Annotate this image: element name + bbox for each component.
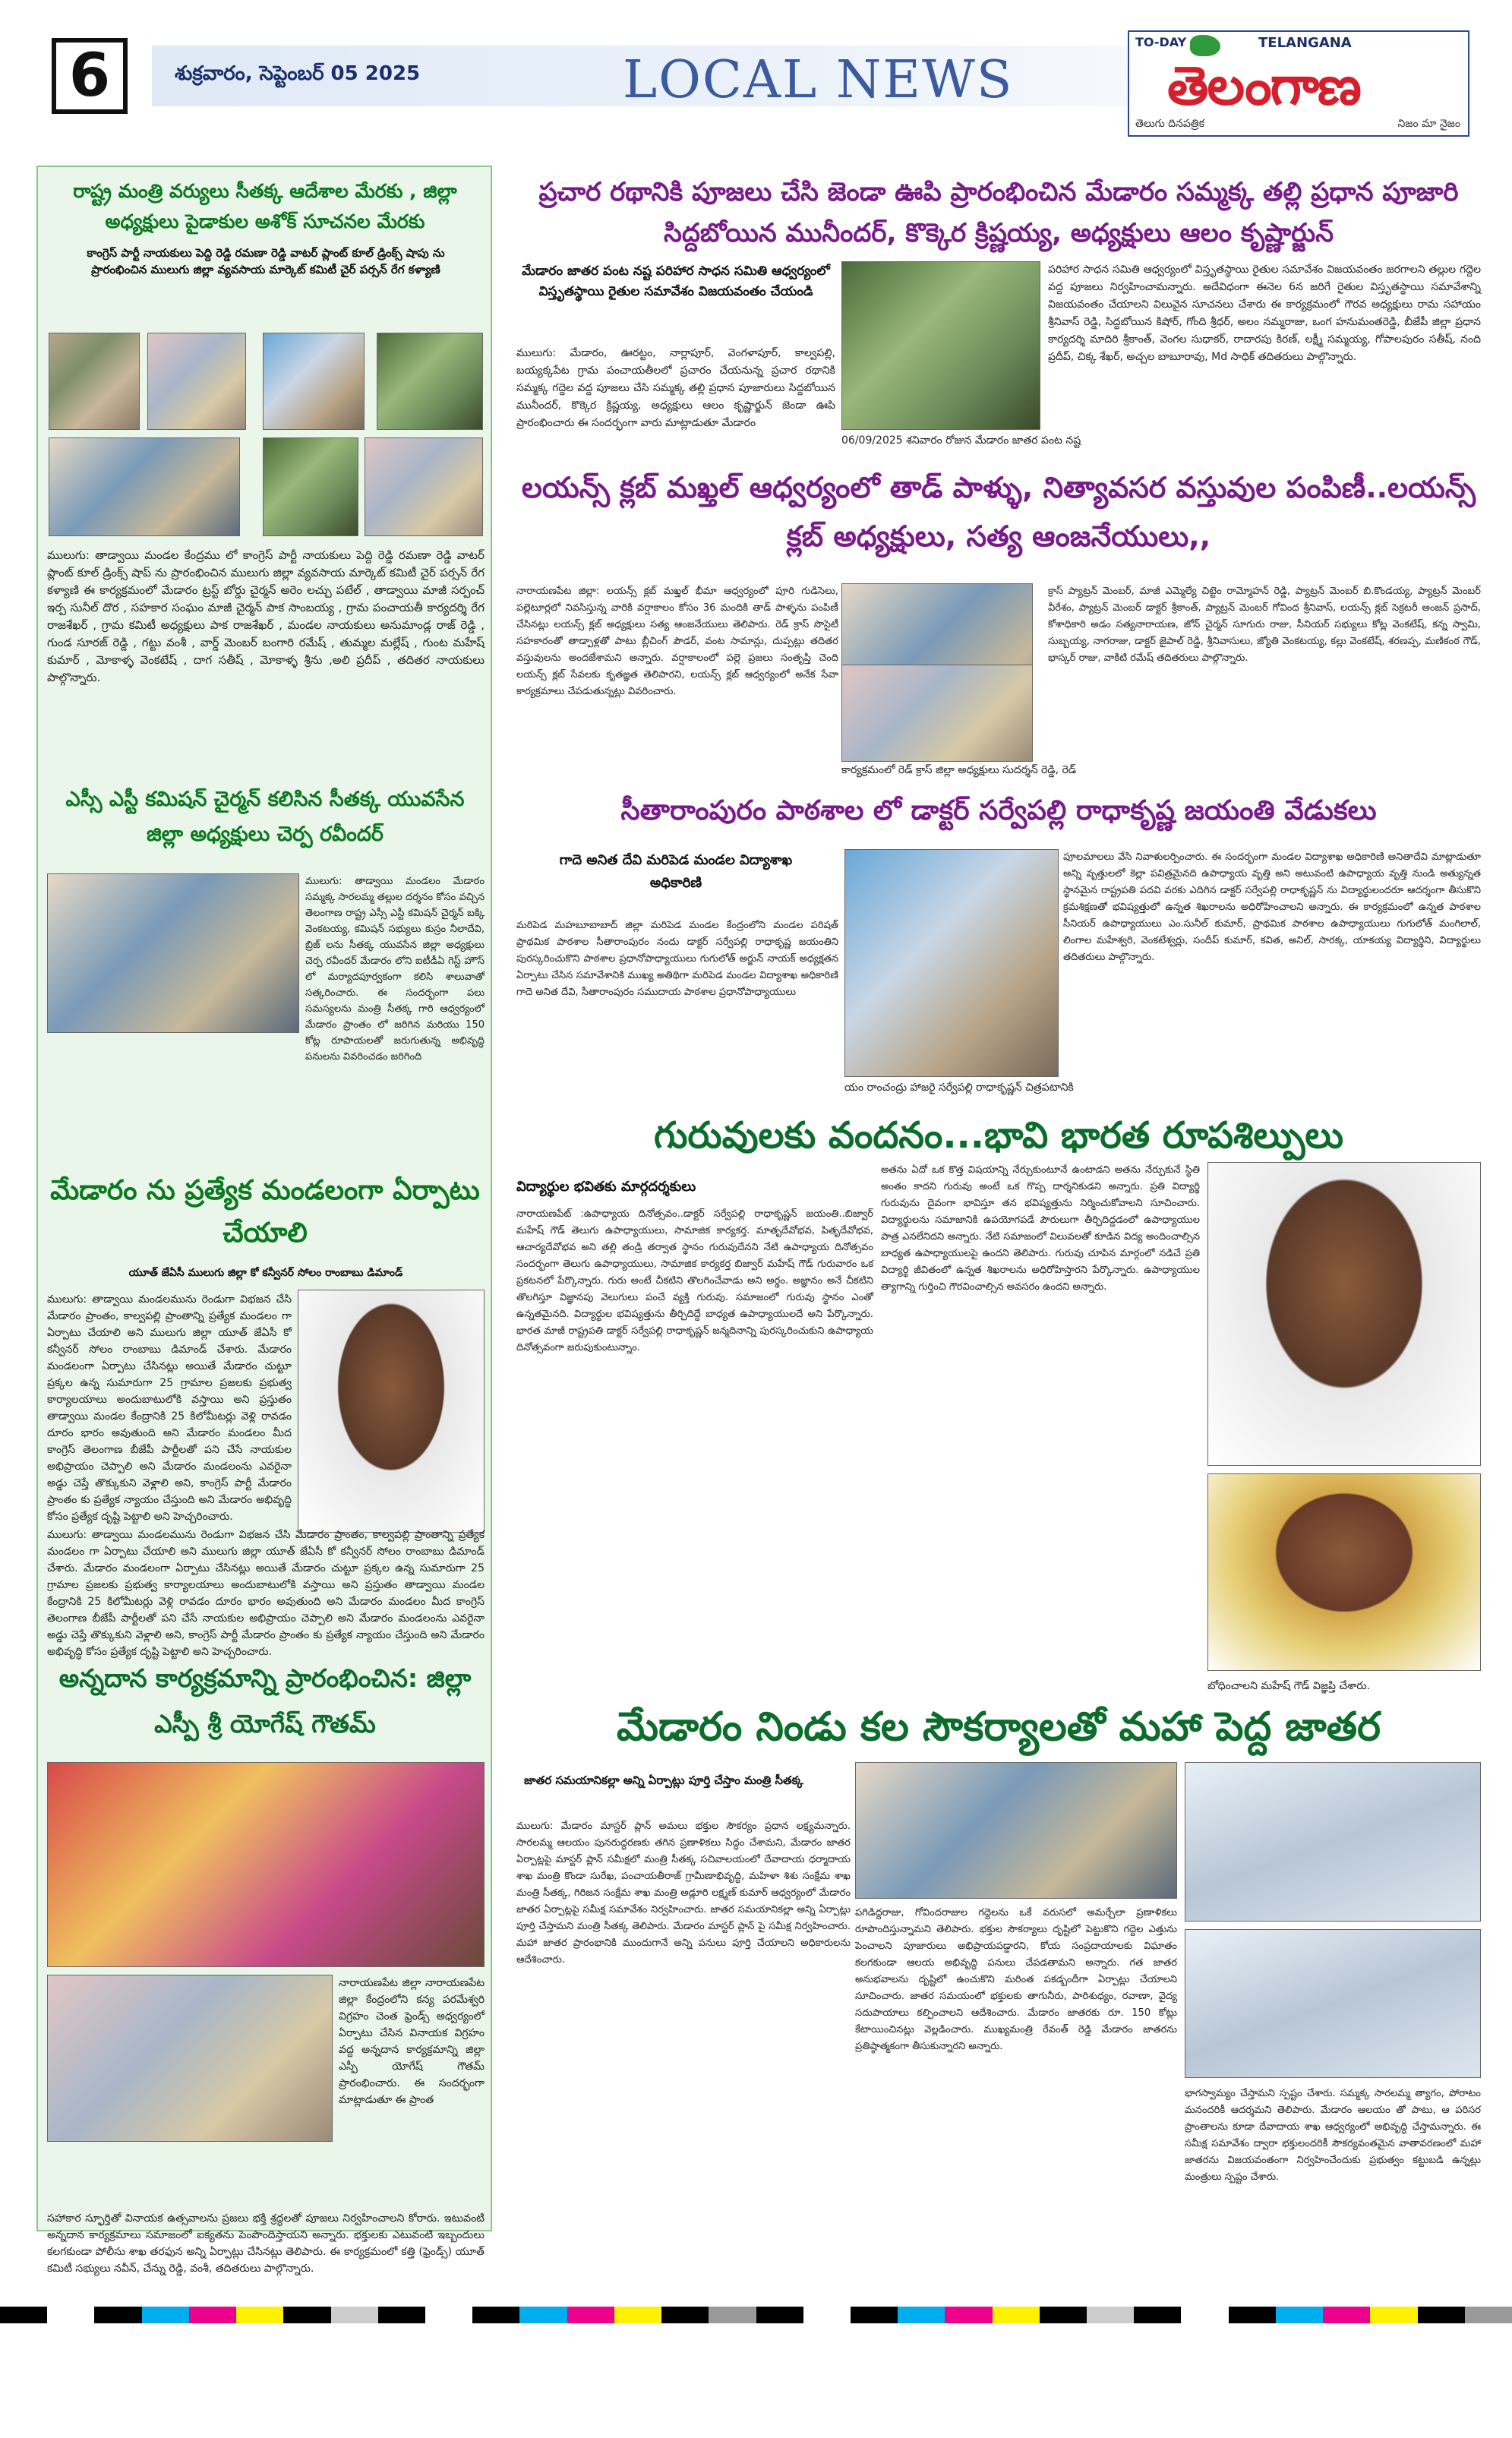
photo-prachara-ratham xyxy=(841,261,1040,430)
photo-annadanam-sp xyxy=(47,1762,485,1967)
photo-mahesh-goud xyxy=(1207,1162,1481,1466)
photo-shop-opening-6 xyxy=(263,437,358,536)
date-bar xyxy=(152,46,1139,110)
newspaper-logo xyxy=(1128,30,1469,137)
photo-shop-opening-1 xyxy=(49,333,140,430)
photo-shop-opening-4 xyxy=(377,333,483,430)
left-story3-headline: మేడారం ను ప్రత్యేక మండలంగా ఏర్పాటు చేయాలి xyxy=(50,1175,480,1249)
story5-body-mid: పగిడిద్దరాజు, గోవిందరాజుల గద్దెలను ఒకే వరుసలో అమర్చేలా ప్రణాళికలు రూపొందిస్తున్నామని తెలిపారు. భక్తుల సౌకర్యాలు దృష్టిలో పెట్టుకొని గద్దెల ఎత్తును పెంచాలని పూజారులు అభిప్రాయపడ్డారని, కోయ సంప్రదాయాలకు విఘాతం కలగకుండా ఆలయ అభివృద్ధి పనులు చేపడతామని అన్నారు. గత జాతర అనుభవాలను దృష్టిలో ఉంచుకొని మరింత పకడ్బందీగా ఏర్పాట్లు చేయాలని సూచించారు. జాతర సమయంలో భక్తులకు తాగునీరు, పారిశుధ్యం, రవాణా, వైద్య సదుపాయాలు కల్పించాలని ఆదేశించారు. మేడారం జాతరకు రూ. 150 కోట్లు కేటాయించినట్లు వెల్లడించారు. ముఖ్యమంత్రి రేవంత్ రెడ్డి మేడారం జాతరను ప్రతిష్ఠాత్మకంగా తీసుకున్నారని అన్నారు. xyxy=(855,1907,1177,2052)
story1-subhead: మేడారం జాతర పంట నష్ట పరిహార సాధన సమితి ఆధ్వర్యంలో విస్తృతస్థాయి రైతుల సమావేశం విజయవంతం చేయండి xyxy=(522,264,830,299)
story1-body-left: ములుగు: మేడారం, ఊరట్టం, నార్లాపూర్, వెంగళాపూర్, కాల్వపల్లి, బయ్యక్కపేట గ్రామ పంచాయతీలలో ప్రచారం చేయనున్న ప్రచార రథానికి సమ్మక్క గద్దెల వద్ద పూజలు చేసి సమ్మక్క తల్లి ప్రధాన పూజారులు సిద్దబోయిన మునీందర్, కొక్కెర క్రిష్ణయ్య, అధ్యక్షులు ఆలం కృష్ణార్జున్ జెండా ఊపి ప్రారంభించారు ఈ సందర్భంగా వారు మాట్లాడుతూ మేడారం xyxy=(516,347,835,429)
story3-headline: సీతారాంపురం పాఠశాల లో డాక్టర్ సర్వేపల్లి రాధాకృష్ణ జయంతి వేడుకలు xyxy=(620,795,1377,826)
left-column xyxy=(36,166,492,2275)
left-story3-body-a: ములుగు: తాడ్వాయి మండలమును రెండుగా విభజన చేసి మేడారం ప్రాంతం, కాల్వపల్లి ప్రాంతాన్ని ప్రత్యేక మండలం గా ఏర్పాటు చేయాలి అని ములుగు జిల్లా యూత్ జేఏసీ కో కన్వీనర్ సోలం రాంబాబు డిమాండ్ చేశారు. మేడారం మండలంగా ఏర్పాటు చేసినట్లు అయితే మేడారం చుట్టూ ప్రక్కల ఉన్న సుమారుగా 25 గ్రామాల ప్రజలకు ప్రభుత్వ కార్యాలయాలు అందుబాటులోకి వస్తాయి అని ప్రస్తుతం తాడ్వాయి మండల కేంద్రానికి 25 కిలోమీటర్లు వెళ్లి రావడం దూరం భారం అవుతుంది అని మేడారం మండలం మీద కాంగ్రెస్ తెలంగాణ బీజేపీ పార్టీలతో పని చేసే నాయకుల అభిప్రాయం చెప్పాలి అని మేడారం మండలంను ఎవరైనా అడ్డు చెప్తే తొక్కుకుని వెళ్లాలి అని, కాంగ్రెస్ పార్టీ మేడారం ప్రాంతం కు ప్రత్యేక న్యాయం చేస్తుంది అని మేడారం అభివృద్ధి కోసం ప్రత్యేక దృష్టి పెట్టాలి అని హెచ్చరించారు. xyxy=(47,1293,292,1523)
left-story4-body-right: నారాయణపేట జిల్లా నారాయణపేట జిల్లా కేంద్రంలోని కన్య పరమేశ్వరి విగ్రహం చెంత ఫ్రెండ్స్ అధ్వర్యంలో ఏర్పాటు చేసిన వినాయక విగ్రహం వద్ద అన్నదాన కార్యక్రమాన్ని జిల్లా ఎస్పీ యోగేష్ గౌతమ్ ప్రారంభించారు. ఈ సందర్భంగా మాట్లాడుతూ ఈ ప్రాంత xyxy=(339,1977,485,2106)
photo-lions-club-2 xyxy=(841,665,1033,762)
story3-caption: యం రాంచంద్రు హాజరై సర్వేపల్లి రాధాకృష్ణన్ చిత్రపటానికి xyxy=(844,1082,1074,1094)
left-story3-body-b: ములుగు: తాడ్వాయి మండలమును రెండుగా విభజన చేసి మేడారం ప్రాంతం, కాల్వపల్లి ప్రాంతాన్ని ప్రత్యేక మండలం గా ఏర్పాటు చేయాలి అని ములుగు జిల్లా యూత్ జేఏసీ కో కన్వీనర్ సోలం రాంబాబు డిమాండ్ చేశారు. మేడారం మండలంగా ఏర్పాటు చేసినట్లు అయితే మేడారం చుట్టూ ప్రక్కల ఉన్న సుమారుగా 25 గ్రామాల ప్రజలకు ప్రభుత్వ కార్యాలయాలు అందుబాటులోకి వస్తాయి అని ప్రస్తుతం తాడ్వాయి మండల కేంద్రానికి 25 కిలోమీటర్లు వెళ్లి రావడం దూరం భారం అవుతుంది అని మేడారం మండలం మీద కాంగ్రెస్ తెలంగాణ బీజేపీ పార్టీలతో పని చేసే నాయకుల అభిప్రాయం చెప్పాలి అని మేడారం మండలంను ఎవరైనా అడ్డు చెప్తే తొక్కుకుని వెళ్లాలి అని, కాంగ్రెస్ పార్టీ మేడారం ప్రాంతం కు ప్రత్యేక న్యాయం చేస్తుంది అని మేడారం అభివృద్ధి కోసం ప్రత్యేక దృష్టి పెట్టాలి అని హెచ్చరించారు. xyxy=(47,1529,485,1658)
story2-caption: కార్యక్రమంలో రెడ్ క్రాస్ జిల్లా అధ్యక్షులు సుదర్శన్ రెడ్డి, రెడ్ xyxy=(841,764,1077,776)
story1-caption: 06/09/2025 శనివారం రోజున మేడారం జాతర పంట నష్ట xyxy=(841,434,1081,447)
photo-commission-meet xyxy=(47,873,299,1033)
left-story2-body: ములుగు: తాడ్వాయి మండలం మేడారం సమ్మక్క సారలమ్మ తల్లుల దర్శనం కోసం వచ్చిన తెలంగాణ రాష్ట్ర ఎస్సీ ఎస్టీ కమిషన్ చైర్మన్ బక్కి వెంకటయ్య, కమిషన్ సభ్యులు కుస్రం నీలాదేవి, బ్రిజ్ లను సీతక్క యువసేన జిల్లా అధ్యక్షులు చెర్ప రవీందర్ మేడారం లోని ఐటీడీఏ గెస్ట్ హౌస్ లో మర్యాదపూర్వకంగా కలిసి శాలువాతో సత్కరించారు. ఈ సందర్భంగా పలు సమస్యలను మంత్రి సీతక్క గారి ఆధ్వర్యంలో మేడారం ప్రాంతం లో జరిగిన మరియు 150 కోట్ల రూపాయలతో జరుగుతున్న అభివృద్ధి పనులను వివరించడం జరిగింది xyxy=(305,876,485,1063)
logo-state: TELANGANA xyxy=(1258,35,1352,51)
color-registration-bar xyxy=(0,2307,1512,2323)
logo-today: TO-DAY xyxy=(1135,35,1187,49)
story1-headline: ప్రచార రథానికి పూజలు చేసి జెండా ఊపి ప్రారంభించిన మేడారం సమ్మక్క తల్లి ప్రధాన పూజారి సిద్దబోయిన మునీందర్, కొక్కెర క్రిష్ణయ్య, అధ్యక్షులు ఆలం కృష్ణార్జున్ xyxy=(538,177,1459,248)
left-story3-subhead: యూత్ జేఏసీ ములుగు జిల్లా కో కన్వీనర్ సోలం రాంబాబు డిమాండ్ xyxy=(128,1267,403,1279)
photo-shop-opening-7 xyxy=(365,437,483,536)
story3-body-right: పూలమాలలు వేసి నివాళులర్పించారు. ఈ సందర్భంగా మండల విద్యాశాఖ అధికారిణి అనితాదేవి మాట్లాడుతూ అన్ని వృత్తులలో కెల్లా పవిత్రమైనది ఉపాధ్యాయ వృత్తి అని అటువంటి ఉపాధ్యాయ వృత్తి నుండి అత్యున్నత స్థానమైన రాష్ట్రపతి పదవి వరకు ఎదిగిన డాక్టర్ సర్వేపల్లి రాధాకృష్ణన్ ను విద్యార్థులందరూ ఆదర్శంగా తీసుకొని క్రమశిక్షణతో భవిష్యత్తులో ఉన్నత శిఖరాలను అధిరోహించాలని అన్నారు. ఈ కార్యక్రమంలో ఉన్నత పాఠశాల సీనియర్ ఉపాధ్యాయులు ఎం.సునీల్ కుమార్, ప్రాథమిక పాఠశాల ఉపాధ్యాయులు గుగులోత్ మంగిలాల్, లింగాల మహేశ్వరి, వెంకటేశ్వర్లు, సందీప్ కుమార్, కవిత, అనిల్, సారక్క, యాకయ్య విద్యార్థిని, విద్యార్థులు తదితరులు పాల్గొన్నారు. xyxy=(1063,851,1481,963)
logo-tagline-right: నిజం మా నైజం xyxy=(1397,118,1460,130)
section-title: LOCAL NEWS xyxy=(623,50,1014,110)
logo-name: తెలంగాణ xyxy=(1167,55,1360,117)
left-story1-subhead: కాంగ్రెస్ పార్టీ నాయకులు పెద్ది రెడ్డి రమణా రెడ్డి వాటర్ ప్లాంట్ కూల్ డ్రింక్స్ షాపు ను ప్రారంభించిన ములుగు జిల్లా వ్యవసాయ మార్కెట్ కమిటీ చైర్ పర్సన్ రేగ కళ్యాణి xyxy=(87,246,445,276)
left-story4-headline: అన్నదాన కార్యక్రమాన్ని ప్రారంభించిన: జిల్లా ఎస్పీ శ్రీ యోగేష్ గౌతమ్ xyxy=(58,1663,472,1738)
masthead xyxy=(46,30,1473,130)
story1-body-right: పరిహార సాధన సమితి ఆధ్వర్యంలో విస్తృతస్థాయి రైతుల సమావేశం విజయవంతం జరగాలని తల్లుల గద్దెల వద్ద పూజలు నిర్వహించామన్నారు. అదేవిధంగా ఈనెల 6న జరిగే రైతుల విస్తృతస్థాయి సమావేశాన్ని విజయవంతం చేయాలని విలువైన సూచనలు చేశారు ఈ కార్యక్రమంలో గౌరవ అధ్యక్షులు రామ సహాయం శ్రీనివాస్ రెడ్డి, సిద్దబోయిన కిషోర్, గోంది శ్రీధర్, అలం నమ్మరాజు, ఒంగ హనుమంతరెడ్డి, బీజేపీ జిల్లా ప్రధాన కార్యదర్శి మాదిరి శ్రీకాంత్, వెంగల సుధాకర్, రాదారపు కిరణ్, లక్ష్మీ సమ్మయ్య, గోపాలపురం సతీష్, నంది ప్రదీప్, చిక్క శేఖర్, అచ్చల బాబూరావు, Md సాధిక్ తదితరులు పాల్గొన్నారు. xyxy=(1048,264,1481,363)
story3-body-left: మరిపెడ మహబూబాబాద్ జిల్లా మరిపెడ మండల కేంద్రంలోని మండల పరిషత్ ప్రాథమిక పాఠశాల సీతారాంపురం నందు డాక్టర్ సర్వేపల్లి రాధాకృష్ణ జయంతిని పురస్కరించుకొని పాఠశాల ప్రధానోపాధ్యాయులు గుగులోత్ అర్జున్ నాయక్ అధ్యక్షతన ఏర్పాటు చేసిన సమావేశానికి ముఖ్య అతిథిగా మరిపెడ మండల విద్యాశాఖ అధికారిణి గాదె అనిత దేవి, సీతారాంపురం సముదాయ పాఠశాల ప్రధానోపాధ్యాయులు xyxy=(516,920,838,998)
telangana-map-icon xyxy=(1190,35,1220,56)
story5-body-left: ములుగు: మేడారం మాస్టర్ ప్లాన్ అమలు భక్తుల సౌకర్యం ప్రధాన లక్ష్యమన్నారు. సారలమ్మ ఆలయం పునరుద్ధరణకు తగిన ప్రణాళికలు సిద్ధం చేశామని, మేడారం జాతర ఏర్పాట్లపై మాస్టర్ ప్లాన్ సమీక్షలో మంత్రి సీతక్క సచివాలయంలో దేవాదాయ ధర్మాదాయ శాఖ మంత్రి కొండా సురేఖ, పంచాయతీరాజ్ గ్రామీణాభివృద్ధి, మహిళా శిశు సంక్షేమ శాఖ మంత్రి సీతక్క, గిరిజన సంక్షేమ శాఖ మంత్రి అడ్లూరి లక్ష్మణ్ కుమార్ ఆధ్వర్యంలో మేడారం జాతర ఏర్పాట్లపై సమీక్ష సమావేశం నిర్వహించారు. జాతర సమయానికల్లా అన్ని ఏర్పాట్లు పూర్తి చేస్తామని మంత్రి సీతక్క తెలిపారు. మేడారం మాస్టర్ ప్లాన్ పై సమీక్ష నిర్వహించారు. మహా జాతర ప్రారంభానికి ముందుగానే అన్ని పనులు పూర్తి చేయాలని అధికారులను ఆదేశించారు. xyxy=(516,1821,851,1966)
left-story1-body: ములుగు: తాడ్వాయి మండల కేంద్రము లో కాంగ్రెస్ పార్టీ నాయకులు పెద్ది రెడ్డి రమణా రెడ్డి వాటర్ ప్లాంట్ కూల్ డ్రింక్స్ షాప్ ను ప్రారంభించిన ములుగు జిల్లా వ్యవసాయ మార్కెట్ కమిటీ చైర్ పర్సన్ రేగ కళ్యాణి ఈ కార్యక్రమంలో మేడారం ట్రస్ట్ బోర్డు చైర్మన్ అరెం లచ్చు పటేల్ , తాడ్వాయి మాజీ సర్పంచ్ ఇర్ప సునీల్ దొర , సహకార సంఘం మాజీ చైర్మన్ పాక సాంబయ్య , గ్రామ పంచాయతీ కార్యదర్శి రేగ రాజశేఖర్ , గ్రామ కమిటీ అధ్యక్షులు పాక రాజశేఖర్ , మండల నాయకులు అనుమాండ్ల రాజ్ రెడ్డి , గుండ సూరజ్ రెడ్డి , గట్టు వంశీ , వార్డ్ మెంబర్ బంగారి రమేష్ , తుమ్మల మల్లేష్ , గుంట మహేష్ కుమార్ , మోకాళ్ళ వెంకటేష్ , దాగ సతీష్ , మోకాళ్ళ శ్రీను ,అలి ప్రదీప్ , తదితర నాయకులు పాల్గొన్నారు. xyxy=(47,548,485,684)
left-story2-headline: ఎస్సీ ఎస్టీ కమిషన్ చైర్మన్ కలిసిన సీతక్క యువసేన జిల్లా అధ్యక్షులు చెర్ప రవీందర్ xyxy=(65,788,465,846)
left-story4-body: సహాకార స్ఫూర్తితో వినాయక ఉత్సవాలను ప్రజలు భక్తి శ్రద్ధలతో పూజలు నిర్వహించాలని కోరారు. ఇటువంటి అన్నదాన కార్యక్రమాలు సమాజంలో ఐక్యతను పెంపొందిస్తాయని అన్నారు. భక్తులకు ఎటువంటి ఇబ్బందులు కలగకుండా పోలీసు శాఖ తరఫున అన్ని ఏర్పాట్లు చేసినట్లు తెలిపారు. ఈ కార్యక్రమంలో కత్తి (ఫ్రెండ్స్) యూత్ కమిటీ సభ్యులు నవీన్, చేన్ను రెడ్డి, వంశీ, తదితరులు పాల్గొన్నారు. xyxy=(47,2212,485,2275)
story4-headline: గురువులకు వందనం...భావి భారత రూపశిల్పులు xyxy=(653,1114,1344,1157)
story2-body-left: నారాయణపేట జిల్లా: లయన్స్ క్లబ్ మఖ్తల్ భీమా ఆధ్వర్యంలో పూరి గుడిసెలు, పల్లెటూర్లలో నివసిస్తున్న వారికి వర్షాకాలం కోసం 36 మందికి తాడ్ పాళ్ళను పంపిణీ చేసినట్లు లయన్స్ క్లబ్ అధ్యక్షులు సత్య ఆంజనేయులు తెలిపారు. రెడ్ క్రాస్ సొసైటీ సహకారంతో తాడ్పాళ్లతో పాటు బ్లీచింగ్ పౌడర్, వంట సామాన్లు, దుప్పట్లు తదితర వస్తువులను అందజేశామని అన్నారు. వర్షాకాలంలో పల్లె ప్రజలు సంతృప్తి చెంది లయన్స్ క్లబ్ సేవలకు కృతజ్ఞత తెలిపారని, లయన్స్ క్లబ్ ఆధ్వర్యంలో అనేక సేవా కార్యక్రమాలు చేపడుతున్నట్లు వివరించారు. xyxy=(516,586,838,697)
issue-date: శుక్రవారం, సెప్టెంబర్ 05 2025 xyxy=(175,62,421,85)
photo-annadanam-serving xyxy=(47,1975,333,2142)
story3-subhead: గాదె అనిత దేవి మరిపెడ మండల విద్యాశాఖ అధికారిణి xyxy=(559,852,793,891)
left-story1-headline: రాష్ట్ర మంత్రి వర్యులు సీతక్క ఆదేశాల మేరకు , జిల్లా అధ్యక్షులు పైడాకుల అశోక్ సూచనల మేరకు xyxy=(73,180,457,232)
story5-body-right: భాగస్వామ్యం చేస్తామని స్పష్టం చేశారు. సమ్మక్క సారలమ్మ త్యాగం, పోరాటం మనందరికీ ఆదర్శమని తెలిపారు. మేడారం ఆలయం తో పాటు, ఆ పరిసర ప్రాంతాలను కూడా దేవాదాయ శాఖ ఆధ్వర్యంలో అభివృద్ధి చేస్తామన్నారు. ఈ సమీక్ష సమావేశం ద్వారా భక్తులందరికీ సౌకర్యవంతమైన వాతావరణంలో మహా జాతరను విజయవంతంగా నిర్వహించేందుకు ప్రభుత్వం కట్టుబడి ఉన్నట్లు మంత్రులు స్పష్టం చేశారు. xyxy=(1185,2088,1481,2183)
story4-body-right: అతను ఏదో ఒక కొత్త విషయాన్ని నేర్చుకుంటూనే ఉంటాడని అతను నేర్పుకునే స్థితి అంతం కాదని గురువు అంటే ఒక గొప్ప దార్శనికుడని అన్నారు. ప్రతి విద్యార్థి గురువును దైవంగా భావిస్తూ తన భవిష్యత్తును నిర్మించుకోవాలని సూచించారు. విద్యార్థులను సమాజానికి ఉపయోగపడే పౌరులుగా తీర్చిదిద్దడంలో ఉపాధ్యాయుల పాత్ర ఎనలేనిదని అన్నారు. నేటి సమాజంలో విలువలతో కూడిన విద్య అందించాల్సిన బాధ్యత ఉపాధ్యాయులపై ఉందని తెలిపారు. గురువు చూపిన మార్గంలో నడిచే ప్రతి విద్యార్థి జీవితంలో ఉన్నత శిఖరాలను అధిరోహిస్తారని పేర్కొన్నారు. ఉపాధ్యాయుల త్యాగాన్ని గుర్తించి గౌరవించాల్సిన అవసరం ఉందని అన్నారు. xyxy=(881,1164,1200,1293)
photo-teacher-woman xyxy=(1207,1473,1481,1671)
photo-radhakrishnan-jayanti xyxy=(844,849,1059,1077)
logo-tagline-left: తెలుగు దినపత్రిక xyxy=(1135,118,1205,130)
photo-master-plan-layout xyxy=(1185,1929,1481,2078)
story5-headline: మేడారం నిండు కల సౌకర్యాలతో మహా పెద్ద జాతర xyxy=(617,1704,1381,1750)
photo-shop-opening-2 xyxy=(147,333,246,430)
story4-caption: బోధించాలని మహేష్ గౌడ్ విజ్ఞప్తి చేశారు. xyxy=(1207,1680,1371,1692)
story4-subhead: విద్యార్థుల భవితకు మార్గదర్శకులు xyxy=(516,1179,696,1195)
photo-solam-rambabu xyxy=(298,1290,485,1533)
photo-shop-opening-5 xyxy=(49,437,240,536)
photo-master-plan-render xyxy=(1185,1762,1481,1922)
photo-review-meeting xyxy=(855,1762,1177,1899)
story2-headline: లయన్స్ క్లబ్ మఖ్తల్ ఆధ్వర్యంలో తాడ్ పాళ్ళు, నిత్యావసర వస్తువుల పంపిణీ..లయన్స్ క్లబ్ అధ్యక్షులు, సత్య ఆంజనేయులు,, xyxy=(521,471,1476,553)
story2-body-right: క్రాస్ ప్యాట్రన్ మెంబర్, మాజీ ఎమ్మెల్యే చిట్టెం రామ్మోహన్ రెడ్డి, ప్యాట్రన్ మెంబర్ బి.కొండయ్య, ప్యాట్రన్ మెంబర్ వీరేశం, ప్యాట్రన్ మెంబర్ డాక్టర్ శ్రీకాంత్, ప్యాట్రన్ మెంబర్ గోవింద శ్రీనివాస్, లయన్స్ క్లబ్ సెక్రటరీ అంజన్ ప్రసాద్, కోశాధికారి అడం సత్యనారాయణ, జోన్ చైర్మన్ సూగురు రాజు, సీనియర్ సభ్యులు కోట్ల వెంకటేష్, కన్న స్వామి, సుబ్బయ్య, నాగరాజు, డాక్టర్ జైపాల్ రెడ్డి, శ్రీనివాసులు, జ్యోతి వెంకటయ్య, కల్లు వెంకటేష్, శరణప్ప, మణికంఠ గౌడ్, భాస్కర్ రాజు, వాకిటి రమేష్ తదితరులు పాల్గొన్నారు. xyxy=(1048,586,1481,664)
story5-subhead: జాతర సమయానికల్లా అన్ని ఏర్పాట్లు పూర్తి చేస్తాం మంత్రి సీతక్క xyxy=(524,1773,803,1787)
story4-body-left: నారాయణపేట్ :ఉపాధ్యాయ దినోత్సవం..డాక్టర్ సర్వేపల్లి రాధాకృష్ణన్ జయంతి..బిజ్వార్ మహేష్ గౌడ్ తెలుగు ఉపాధ్యాయులు, సామాజిక కార్యకర్త. మాతృదేవోభవ, పితృదేవోభవ, ఆచార్యదేవోభవ అని తల్లి తండ్రి తర్వాత స్థానం గురువుదేనని నేటి ఉపాధ్యాయ దినోత్సవం సందర్భంగా తెలుగు ఉపాధ్యాయులు, సామాజిక కార్యకర్త బిజ్వార్ మహేష్ గౌడ్ గురువారం ఒక ప్రకటనలో పేర్కొన్నారు. గురు అంటే చీకటిని తొలగించేవాడు అని అర్థం. అజ్ఞానం అనే చీకటిని తొలగిస్తూ విజ్ఞానపు వెలుగులు పంచే వ్యక్తి గురువు. సమాజంలో గురువు స్థానం ఎంతో ఉన్నతమైనది. విద్యార్థుల భవిష్యత్తును తీర్చిదిద్దే బాధ్యత ఉపాధ్యాయులదే అని పేర్కొన్నారు. భారత మాజీ రాష్ట్రపతి డాక్టర్ సర్వేపల్లి రాధాకృష్ణన్ జన్మదినాన్ని పురస్కరించుకుని ఉపాధ్యాయ దినోత్సవంగా జరుపుకుంటున్నాం. xyxy=(516,1208,873,1353)
photo-shop-opening-3 xyxy=(263,333,365,430)
page-number: 6 xyxy=(52,38,128,114)
